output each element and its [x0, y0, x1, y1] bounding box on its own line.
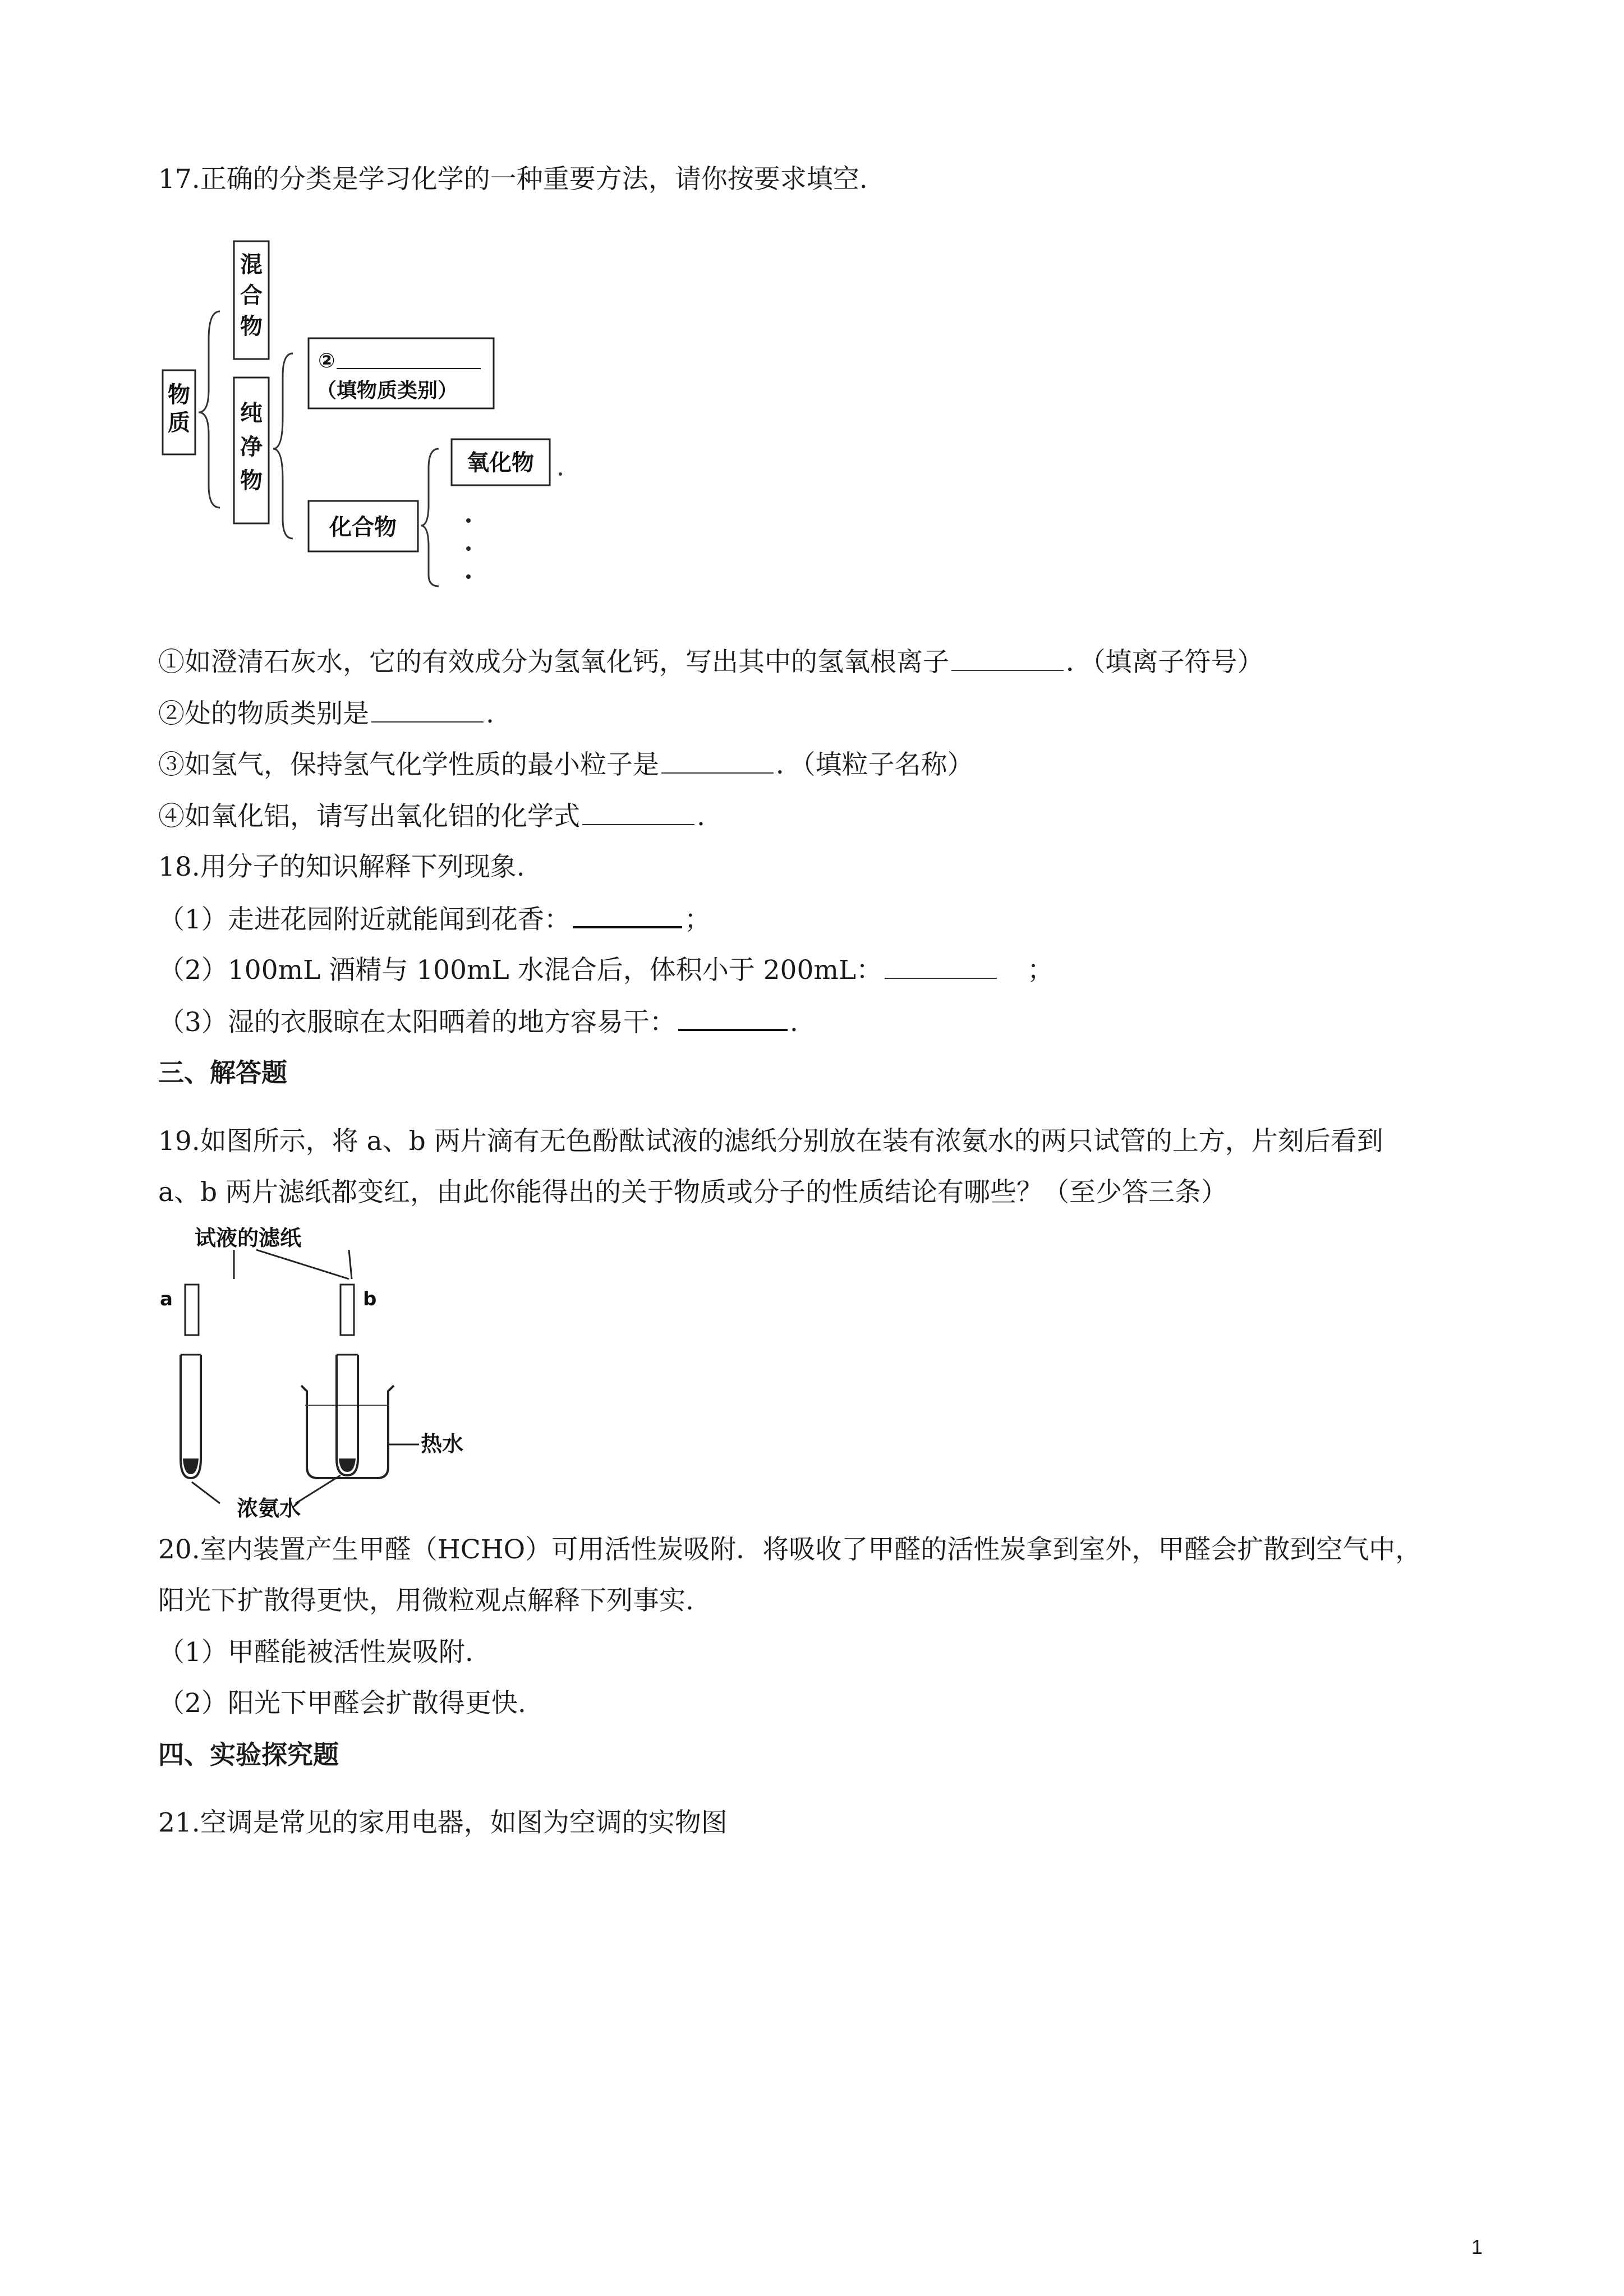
diagram-substance-2: 质 — [168, 410, 190, 436]
q20-line2: 阳光下扩散得更快，用微粒观点解释下列事实. — [158, 1585, 694, 1616]
diagram-fill-category: （填物质类别） — [316, 379, 458, 402]
label-a: a — [160, 1288, 173, 1310]
answer-blank[interactable] — [661, 748, 774, 774]
diagram-substance-1: 物 — [168, 382, 190, 408]
diagram-pure-1: 纯 — [240, 401, 263, 426]
answer-blank[interactable] — [573, 901, 682, 928]
diagram-mixture-2: 合 — [240, 283, 263, 309]
answer-blank[interactable] — [951, 645, 1064, 671]
q20-line1: 20.室内装置产生甲醛（HCHO）可用活性炭吸附．将吸收了甲醛的活性炭拿到室外，甲醛会扩散到空气中， — [158, 1534, 1422, 1565]
section-heading-4: 四、实验探究题 — [158, 1740, 339, 1770]
q17-classification-diagram — [158, 227, 585, 597]
q18-item2: （2）100mL 酒精与 100mL 水混合后，体积小于 200mL： ； — [158, 953, 1053, 987]
q17-item1: ①如澄清石灰水，它的有效成分为氢氧化钙，写出其中的氢氧根离子 ．（填离子符号） — [158, 645, 1264, 679]
q21-stem: 21.空调是常见的家用电器，如图为空调的实物图 — [158, 1807, 728, 1838]
q20-item2: （2）阳光下甲醛会扩散得更快. — [158, 1688, 526, 1719]
q18-item3: （3）湿的衣服晾在太阳晒着的地方容易干： . — [158, 1004, 798, 1039]
label-hot-water: 热水 — [421, 1432, 464, 1456]
diagram-compound: 化合物 — [329, 514, 397, 540]
diagram-mixture-3: 物 — [240, 314, 263, 339]
q19-line1: 19.如图所示，将 a、b 两片滴有无色酚酞试液的滤纸分别放在装有浓氨水的两只试管的上方，片刻后看到 — [158, 1126, 1383, 1157]
label-ammonia: 浓氨水 — [237, 1496, 301, 1520]
answer-blank[interactable] — [371, 697, 484, 723]
diagram-pure-3: 物 — [240, 468, 263, 494]
q20-item1: （1）甲醛能被活性炭吸附. — [158, 1637, 473, 1668]
diagram-oxide: 氧化物 — [467, 450, 534, 476]
label-b: b — [363, 1288, 377, 1310]
q17-stem: 17.正确的分类是学习化学的一种重要方法，请你按要求填空. — [158, 164, 868, 195]
q18-item1: （1）走进花园附近就能闻到花香： ； — [158, 901, 711, 937]
answer-blank[interactable] — [678, 1004, 788, 1031]
section-heading-3: 三、解答题 — [158, 1057, 287, 1088]
answer-blank[interactable] — [582, 799, 694, 825]
q17-item4: ④如氧化铝，请写出氧化铝的化学式 . — [158, 799, 705, 834]
label-filter-paper: 试液的滤纸 — [195, 1226, 302, 1250]
diagram-pure-2: 净 — [240, 434, 263, 460]
page-number: 1 — [1471, 2235, 1483, 2258]
diagram-circle2: ② — [318, 349, 335, 372]
answer-blank[interactable] — [885, 953, 997, 979]
q17-item3: ③如氢气，保持氢气化学性质的最小粒子是 ．（填粒子名称） — [158, 748, 974, 782]
q18-stem: 18.用分子的知识解释下列现象. — [158, 852, 525, 882]
q19-ammonia-experiment-figure — [158, 1223, 495, 1520]
diagram-mixture-1: 混 — [240, 252, 263, 278]
q17-item2: ②处的物质类别是 . — [158, 697, 494, 731]
q19-line2: a、b 两片滤纸都变红，由此你能得出的关于物质或分子的性质结论有哪些？（至少答三条） — [158, 1177, 1228, 1208]
